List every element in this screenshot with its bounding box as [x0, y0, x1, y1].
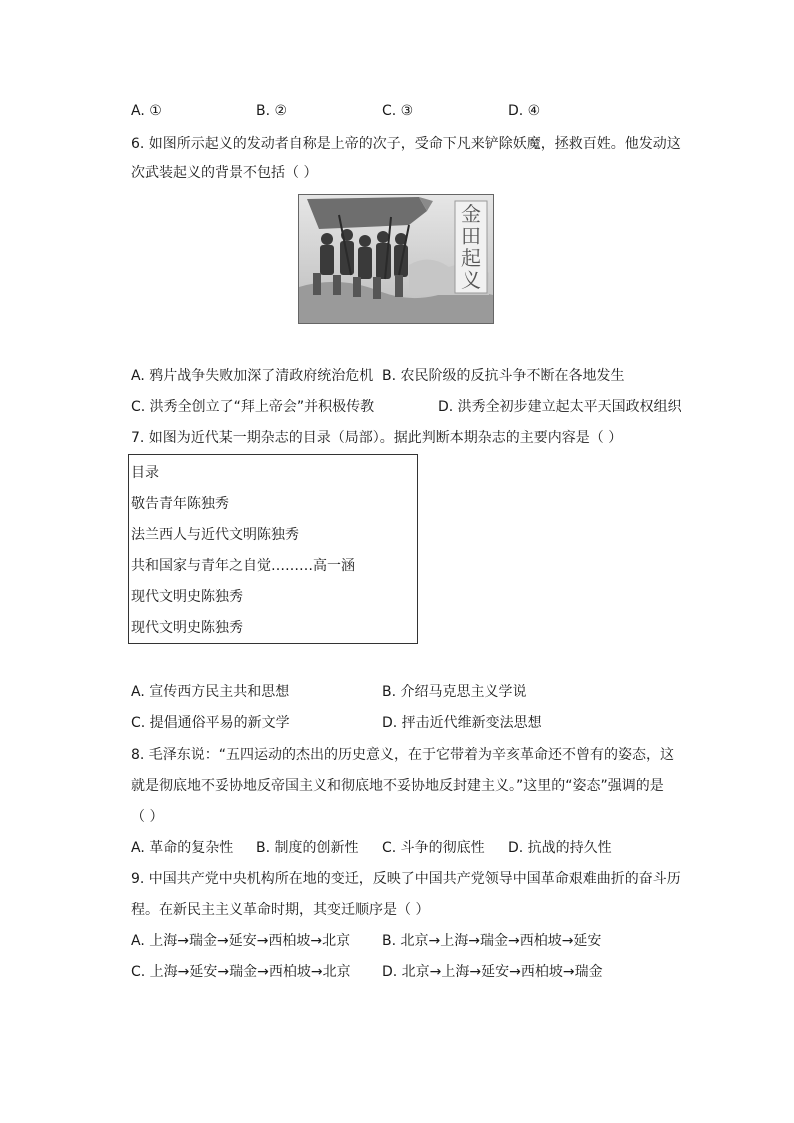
q5-option-b: B. ② — [256, 103, 288, 119]
q8-stem-line3: （ ） — [131, 809, 164, 825]
toc-entry: 共和国家与青年之自觉………高一涵 — [131, 558, 355, 574]
q9-option-c: C. 上海→延安→瑞金→西柏坡→北京 — [131, 964, 351, 980]
image-caption: 金田起义 — [461, 202, 481, 292]
q6-option-c: C. 洪秀全创立了“拜上帝会”并积极传教 — [131, 399, 375, 415]
toc-entry: 现代文明史陈独秀 — [131, 589, 243, 605]
toc-entry: 现代文明史陈独秀 — [131, 620, 243, 636]
q8-option-d: D. 抗战的持久性 — [508, 840, 612, 856]
toc-heading: 目录 — [131, 465, 159, 481]
q6-option-b: B. 农民阶级的反抗斗争不断在各地发生 — [382, 368, 625, 384]
q7-option-d: D. 抨击近代维新变法思想 — [382, 715, 542, 731]
q5-option-c: C. ③ — [382, 103, 414, 119]
q9-option-b: B. 北京→上海→瑞金→西柏坡→延安 — [382, 933, 602, 949]
q8-stem-line1: 8. 毛泽东说：“五四运动的杰出的历史意义，在于它带着为辛亥革命还不曾有的姿态，这 — [131, 747, 675, 763]
q7-option-c: C. 提倡通俗平易的新文学 — [131, 715, 290, 731]
q7-stem: 7. 如图为近代某一期杂志的目录（局部）。据此判断本期杂志的主要内容是（ ） — [131, 430, 623, 446]
q9-option-a: A. 上海→瑞金→延安→西柏坡→北京 — [131, 933, 351, 949]
q5-option-d: D. ④ — [508, 103, 541, 119]
magazine-table-of-contents — [128, 454, 418, 644]
q7-option-a: A. 宣传西方民主共和思想 — [131, 684, 290, 700]
q6-option-d: D. 洪秀全初步建立起太平天国政权组织 — [438, 399, 682, 415]
q7-option-b: B. 介绍马克思主义学说 — [382, 684, 527, 700]
q8-option-c: C. 斗争的彻底性 — [382, 840, 485, 856]
q5-option-a: A. ① — [131, 103, 162, 119]
jintian-uprising-image — [298, 194, 494, 324]
toc-entry: 法兰西人与近代文明陈独秀 — [131, 527, 299, 543]
toc-entry: 敬告青年陈独秀 — [131, 496, 229, 512]
q6-option-a: A. 鸦片战争失败加深了清政府统治危机 — [131, 368, 374, 384]
q9-stem-line2: 程。在新民主主义革命时期，其变迁顺序是（ ） — [131, 902, 430, 918]
q9-stem-line1: 9. 中国共产党中央机构所在地的变迁，反映了中国共产党领导中国革命艰难曲折的奋斗历 — [131, 871, 681, 887]
q8-option-b: B. 制度的创新性 — [256, 840, 359, 856]
q9-option-d: D. 北京→上海→延安→西柏坡→瑞金 — [382, 964, 603, 980]
q8-option-a: A. 革命的复杂性 — [131, 840, 234, 856]
q6-stem-line1: 6. 如图所示起义的发动者自称是上帝的次子，受命下凡来铲除妖魔，拯救百姓。他发动这 — [131, 136, 681, 152]
q8-stem-line2: 就是彻底地不妥协地反帝国主义和彻底地不妥协地反封建主义。”这里的“姿态”强调的是 — [131, 778, 664, 794]
q6-stem-line2: 次武装起义的背景不包括（ ） — [131, 165, 318, 181]
